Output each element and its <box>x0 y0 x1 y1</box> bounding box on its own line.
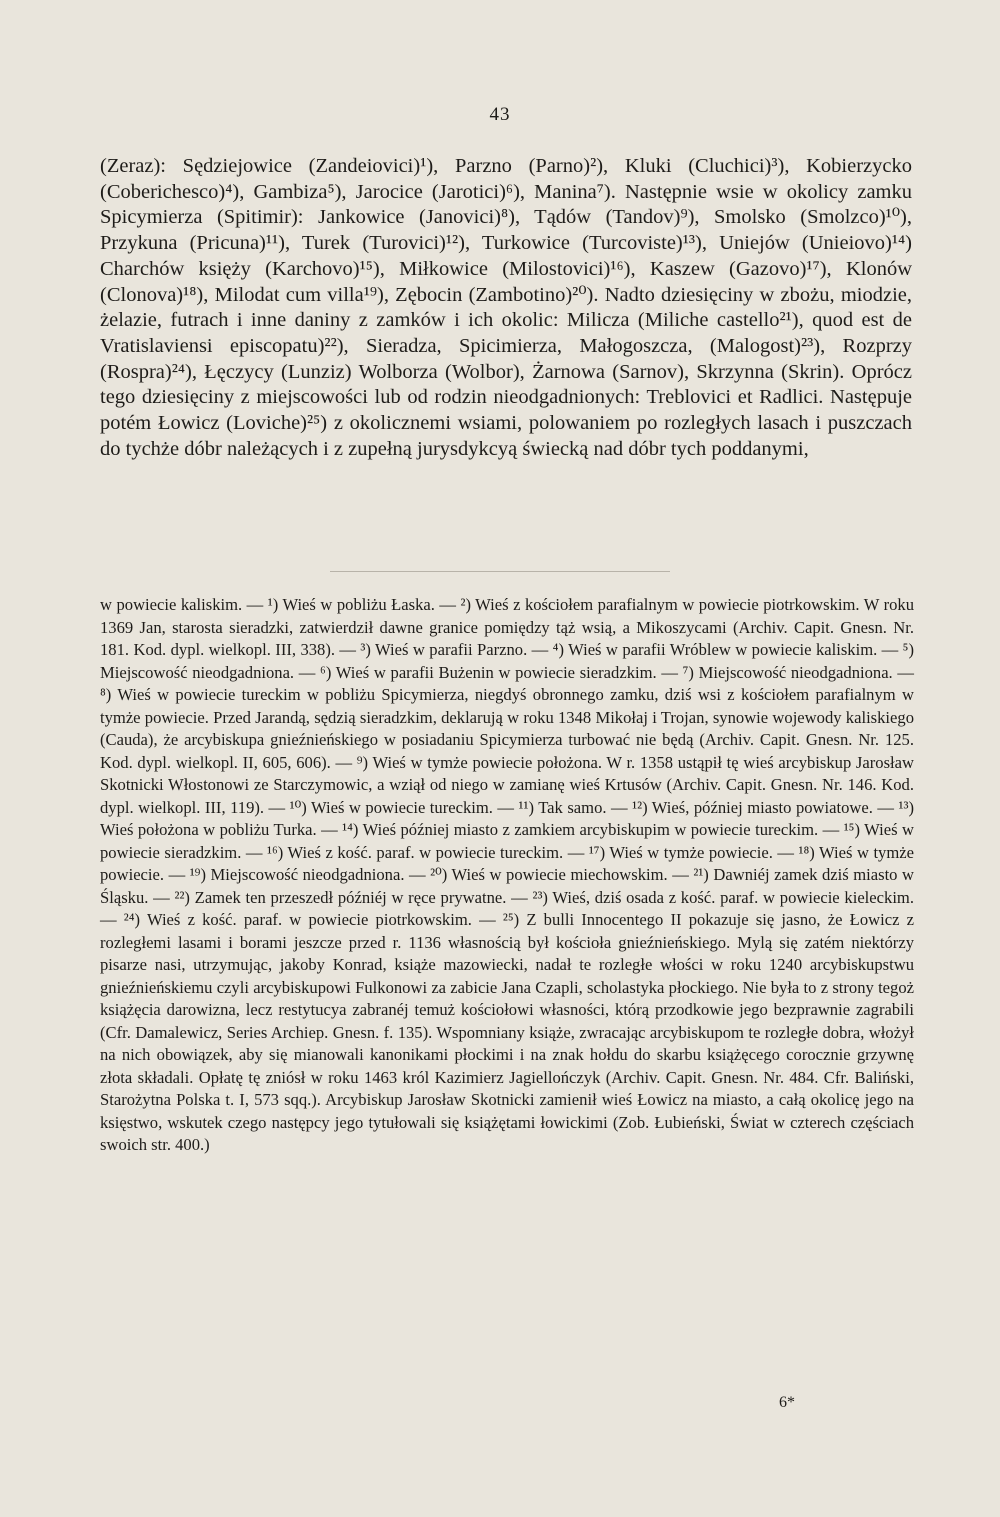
printer-signature: 6* <box>779 1394 795 1411</box>
footnotes-text: w powiecie kaliskim. — ¹) Wieś w pobliżu Łaska. — ²) Wieś z kościołem parafialnym w powiecie piotrkowskim. W roku 1369 Jan, starosta sieradzki, zatwierdził dawne granice pomiędzy tąż wsią, a Mikoszycami (Archiv. Capit. Gnesn. Nr. 181. Kod. dypl. wielkopl. III, 338). — ³) Wieś w parafii Parzno. — ⁴) Wieś w parafii Wróblew w powiecie kaliskim. — ⁵) Miejscowość nieodgadniona. — ⁶) Wieś w parafii Bużenin w powiecie sieradzkim. — ⁷) Miejscowość nieodgadniona. — ⁸) Wieś w powiecie tureckim w pobliżu Spicymierza, niegdyś obronnego zamku, dziś wsi z kościołem parafialnym w tymże powiecie. Przed Jarandą, sędzią sieradzkim, deklarują w roku 1348 Mikołaj i Trojan, synowie wojewody kaliskiego (Cauda), że arcybiskupa gnieźnieńskiego w posiadaniu Spicymierza turbować nie będą (Archiv. Capit. Gnesn. Nr. 125. Kod. dypl. wielkopl. II, 605, 606). — ⁹) Wieś w tymże powiecie położona. W r. 1358 ustąpił tę wieś arcybiskup Jarosław Skotnicki Włostonowi ze Starczymowic, a wziął od niego w zamianę wieś Krtusów (Archiv. Capit. Gnesn. Nr. 146. Kod. dypl. wielkopl. III, 119). — ¹⁰) Wieś w powiecie tureckim. — ¹¹) Tak samo. — ¹²) Wieś, później miasto powiatowe. — ¹³) Wieś położona w pobliżu Turka. — ¹⁴) Wieś później miasto z zamkiem arcybiskupim w powiecie tureckim. — ¹⁵) Wieś w powiecie sieradzkim. — ¹⁶) Wieś z kość. paraf. w powiecie tureckim. — ¹⁷) Wieś w tymże powiecie. — ¹⁸) Wieś w tymże powiecie. — ¹⁹) Miejscowość nieodgadniona. — ²⁰) Wieś w powiecie miechowskim. — ²¹) Dawniéj zamek dziś miasto w Śląsku. — ²²) Zamek ten przeszedł późniéj w ręce prywatne. — ²³) Wieś, dziś osada z kość. paraf. w powiecie kieleckim. — ²⁴) Wieś z kość. paraf. w powiecie piotrkowskim. — ²⁵) Z bulli Innocentego II pokazuje się jasno, że Łowicz z rozległemi lasami i borami jeszcze przed r. 1136 własnością był kościoła gnieźnieńskiego. Mylą się zatém niektórzy pisarze nasi, utrzymując, jakoby Konrad, książe mazowiecki, nadał te rozległe włości w roku 1240 arcybiskupstwu gnieźnieńskiemu czyli arcybiskupowi Fulkonowi za zabicie Jana Czapli, scholastyka płockiego. Nie była to z strony tegoż książęcia darowizna, lecz restytucya zabranéj temuż kościołowi własności, którą przodkowie jego bezprawnie zagrabili (Cfr. Damalewicz, Series Archiep. Gnesn. f. 135). Wspomniany książe, zwracając arcybiskupom te rozległe dobra, włożył na nich obowiązek, aby się mianowali kanonikami płockimi i na znak hołdu do skarbu książęcego corocznie grzywnę złota składali. Opłatę tę zniósł w roku 1463 król Kazimierz Jagiellończyk (Archiv. Capit. Gnesn. Nr. 484. Cfr. Baliński, Starożytna Polska t. I, 573 sqq.). Arcybiskup Jarosław Skotnicki zamienił wieś Łowicz na miasto, a całą okolicę jego na księstwo, wskutek czego następcy jego tytułowali się książętami łowickimi (Zob. Łubieński, Świat w czterech częściach swoich str. 400.) <box>100 595 914 1154</box>
main-text-block <box>100 154 912 462</box>
page-number: 43 <box>489 104 511 125</box>
footnotes-block <box>100 594 914 1157</box>
footnote-separator <box>330 571 670 572</box>
main-paragraph: (Zeraz): Sędziejowice (Zandeiovici)¹), Parzno (Parno)²), Kluki (Cluchici)³), Kobierzycko (Coberichesco)⁴), Gambiza⁵), Jarocice (Jarotici)⁶), Manina⁷). Następnie wsie w okolicy zamku Spicymierza (Spitimir): Jankowice (Janovici)⁸), Tądów (Tandov)⁹), Smolsko (Smolzco)¹⁰), Przykuna (Pricuna)¹¹), Turek (Turovici)¹²), Turkowice (Turcoviste)¹³), Uniejów (Unieiovo)¹⁴) Charchów księży (Karchovo)¹⁵), Miłkowice (Milostovici)¹⁶), Kaszew (Gazovo)¹⁷), Klonów (Clonova)¹⁸), Milodat cum villa¹⁹), Zębocin (Zambotino)²⁰). Nadto dziesięciny w zbożu, miodzie, żelazie, futrach i inne daniny z zamków i ich okolic: Milicza (Miliche castello²¹), quod est de Vratislaviensi episcopatu)²²), Sieradza, Spicimierza, Małogoszcza, (Malogost)²³), Rozprzy (Rospra)²⁴), Łęczycy (Lunziz) Wolborza (Wolbor), Żarnowa (Sarnov), Skrzynna (Skrin). Oprócz tego dziesięciny z miejscowości lub od rodzin nieodgadnionych: Treblovici et Radlici. Następuje potém Łowicz (Loviche)²⁵) z okolicznemi wsiami, polowaniem po rozległych lasach i puszczach do tychże dóbr należących i z zupełną jurysdykcyą świecką nad dóbr tych poddanymi, <box>100 155 912 460</box>
